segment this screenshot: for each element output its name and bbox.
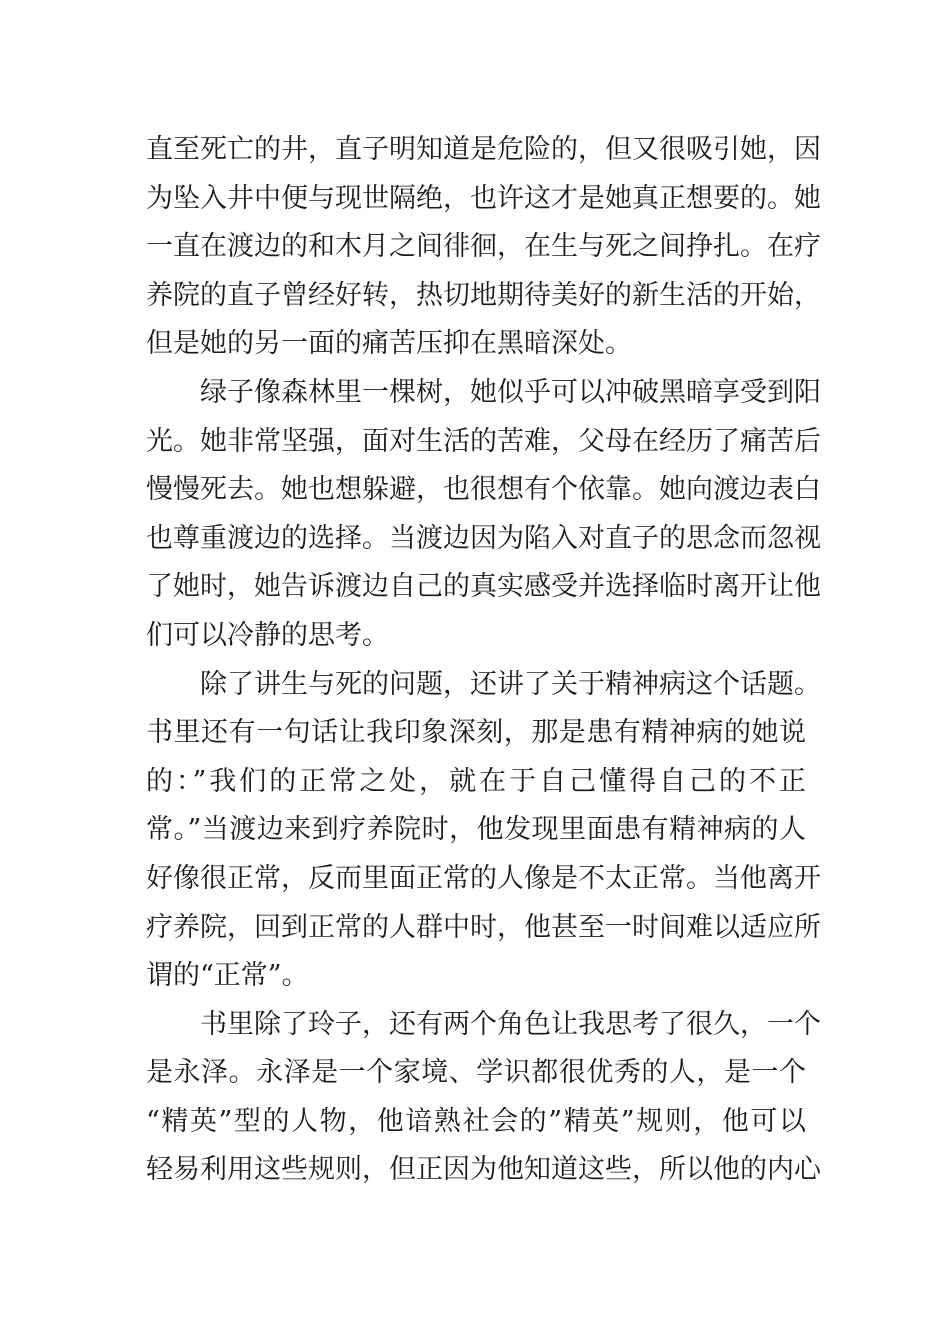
paragraph-nagasawa [146, 1001, 821, 1195]
paragraph-mental-illness [146, 661, 821, 1001]
text-line: 也尊重渡边的选择。当渡边因为陷入对直子的思念而忽视 [146, 522, 821, 554]
text-line: 光。她非常坚强，面对生活的苦难，父母在经历了痛苦后 [146, 425, 821, 457]
text-line: 一直在渡边的和木月之间徘徊，在生与死之间挣扎。在疗 [146, 231, 821, 263]
text-line: 养院的直子曾经好转，热切地期待美好的新生活的开始， [146, 279, 821, 311]
text-line: 常。”当渡边来到疗养院时，他发现里面患有精神病的人 [146, 814, 806, 846]
text-line: 直至死亡的井，直子明知道是危险的，但又很吸引她，因 [146, 134, 821, 165]
text-line: 是永泽。永泽是一个家境、学识都很优秀的人，是一个 [146, 1057, 806, 1089]
text-line: “精英”型的人物，他谙熟社会的”精英”规则，他可以 [146, 1105, 806, 1137]
text-line: 疗养院，回到正常的人群中时，他甚至一时间难以适应所 [146, 911, 821, 943]
text-line: 慢慢死去。她也想躲避，也很想有个依靠。她向渡边表白 [146, 474, 821, 506]
text-line: 的：”我们的正常之处，就在于自己懂得自己的不正 [146, 765, 806, 797]
text-line: 绿子像森林里一棵树，她似乎可以冲破黑暗享受到阳 [200, 376, 821, 408]
text-line: 除了讲生与死的问题，还讲了关于精神病这个话题。 [200, 668, 821, 700]
text-line: 书里还有一句话让我印象深刻，那是患有精神病的她说 [146, 717, 806, 749]
text-line: 们可以冷静的思考。 [146, 619, 389, 651]
text-line: 但是她的另一面的痛苦压抑在黑暗深处。 [146, 328, 632, 360]
text-line: 谓的“正常”。 [146, 960, 309, 992]
paragraph-midori [146, 369, 821, 661]
text-line: 书里除了玲子，还有两个角色让我思考了很久，一个 [200, 1008, 821, 1040]
paragraph-naoko [146, 126, 821, 369]
text-line: 了她时，她告诉渡边自己的真实感受并选择临时离开让他 [146, 571, 821, 603]
text-line: 好像很正常，反而里面正常的人像是不太正常。当他离开 [146, 862, 821, 894]
text-line: 轻易利用这些规则，但正因为他知道这些，所以他的内心 [146, 1154, 821, 1186]
text-line: 为坠入井中便与现世隔绝，也许这才是她真正想要的。她 [146, 182, 821, 214]
document-body [146, 126, 821, 1195]
